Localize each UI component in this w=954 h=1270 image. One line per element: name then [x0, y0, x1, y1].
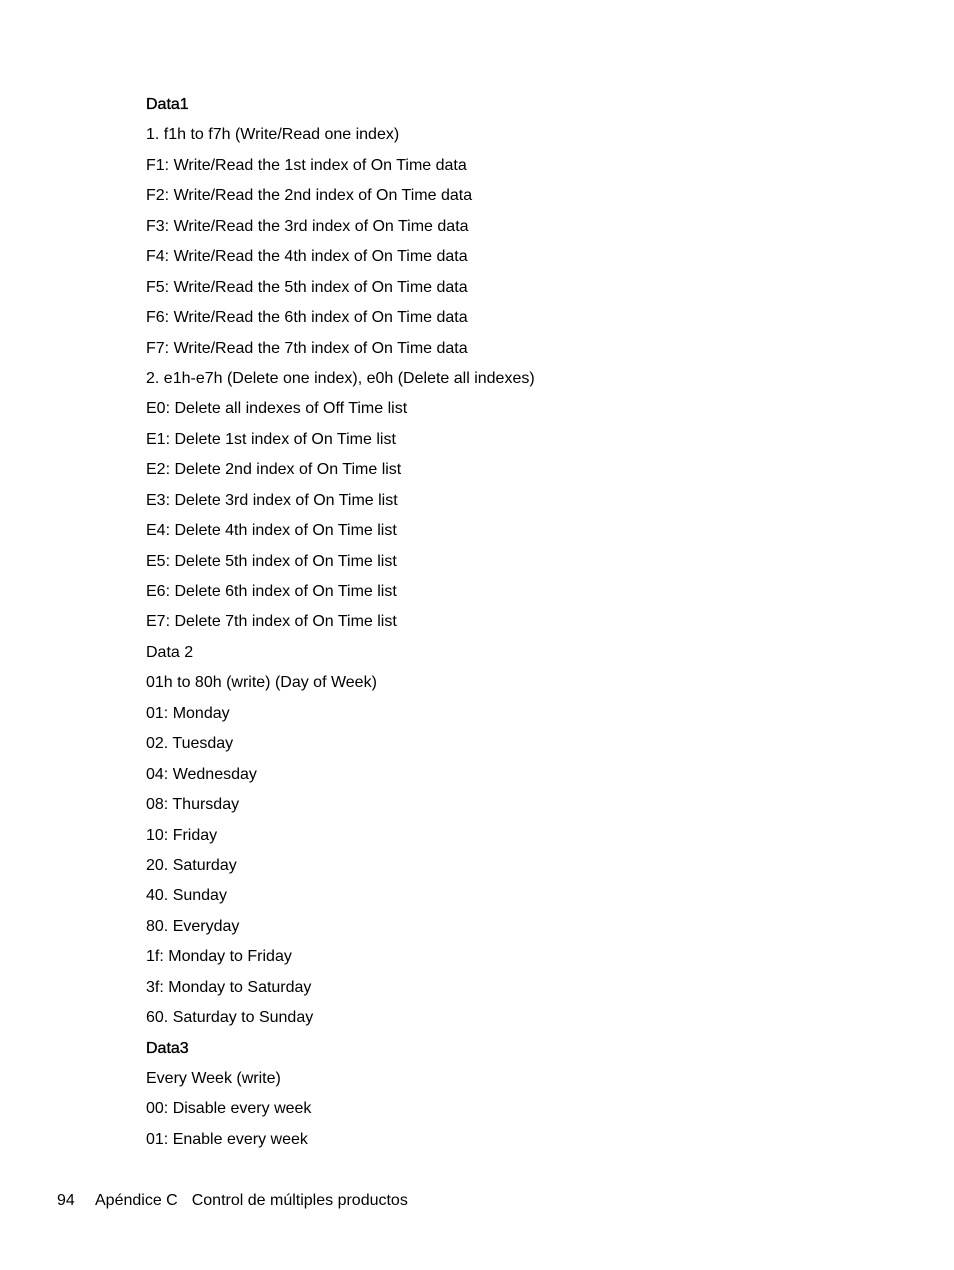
- appendix-label: Apéndice C: [95, 1192, 178, 1209]
- section-heading: Data3: [146, 1039, 189, 1057]
- text-line: F3: Write/Read the 3rd index of On Time data: [146, 217, 469, 235]
- text-line: 60. Saturday to Sunday: [146, 1009, 314, 1027]
- section-heading: Data1: [146, 96, 189, 113]
- text-line: 10: Friday: [146, 826, 218, 844]
- page-number: 94: [57, 1192, 75, 1209]
- text-line: F7: Write/Read the 7th index of On Time data: [146, 339, 468, 357]
- text-line: 40. Sunday: [146, 887, 227, 905]
- text-line: E6: Delete 6th index of On Time list: [146, 583, 397, 600]
- text-line: 01h to 80h (write) (Day of Week): [146, 674, 377, 692]
- text-line: E3: Delete 3rd index of On Time list: [146, 491, 398, 509]
- text-line: 1f: Monday to Friday: [146, 948, 292, 966]
- text-line: F4: Write/Read the 4th index of On Time data: [146, 248, 468, 266]
- text-line: E1: Delete 1st index of On Time list: [146, 430, 396, 448]
- text-line: 02. Tuesday: [146, 735, 234, 753]
- document-body: [146, 94, 866, 1159]
- text-line: 04: Wednesday: [146, 765, 257, 783]
- chapter-title: Control de múltiples productos: [191, 1192, 408, 1209]
- text-line: F2: Write/Read the 2nd index of On Time data: [146, 187, 473, 205]
- page-footer: [57, 1190, 408, 1212]
- text-line: F5: Write/Read the 5th index of On Time data: [146, 278, 468, 296]
- text-line: 08: Thursday: [146, 796, 240, 814]
- text-line: Every Week (write): [146, 1070, 281, 1087]
- text-line: 1. f1h to f7h (Write/Read one index): [146, 126, 400, 144]
- text-line: 20. Saturday: [146, 856, 237, 874]
- text-line: E5: Delete 5th index of On Time list: [146, 552, 397, 570]
- text-line: 01: Enable every week: [146, 1130, 308, 1148]
- text-line: 3f: Monday to Saturday: [146, 978, 312, 996]
- text-line: 80. Everyday: [146, 917, 240, 935]
- text-line: 2. e1h-e7h (Delete one index), e0h (Delete all indexes): [146, 369, 535, 387]
- text-line: F1: Write/Read the 1st index of On Time data: [146, 156, 467, 174]
- text-line: E7: Delete 7th index of On Time list: [146, 613, 397, 631]
- text-line: F6: Write/Read the 6th index of On Time data: [146, 309, 468, 327]
- text-line: E0: Delete all indexes of Off Time list: [146, 400, 408, 418]
- text-line: 00: Disable every week: [146, 1100, 312, 1118]
- text-line: E4: Delete 4th index of On Time list: [146, 522, 397, 540]
- text-line: Data 2: [146, 643, 194, 661]
- text-line: 01: Monday: [146, 704, 230, 722]
- text-line: E2: Delete 2nd index of On Time list: [146, 461, 402, 479]
